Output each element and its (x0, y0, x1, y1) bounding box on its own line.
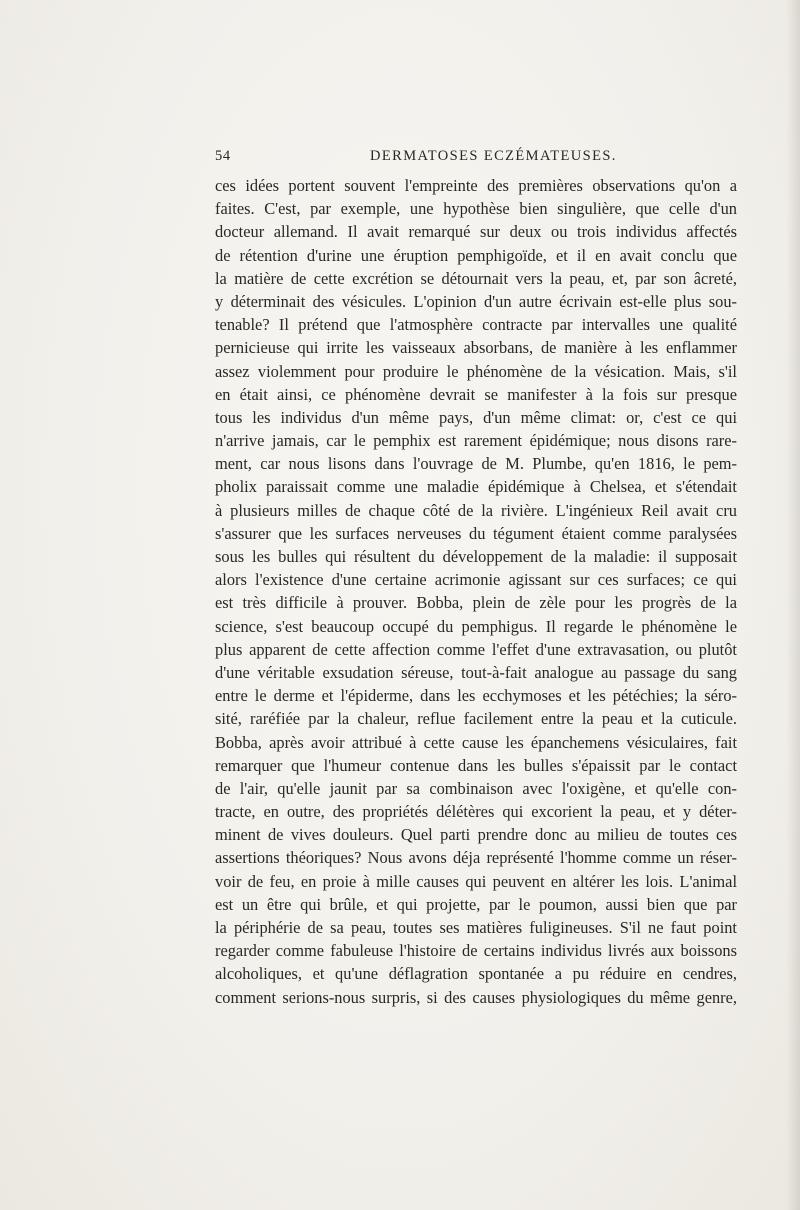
text-line: la matière de cette excrétion se détournait vers la peau, et, par son âcreté, (215, 268, 737, 288)
text-line: sité, raréfiée par la chaleur, reflue facilement entre la peau et la cuticule. (215, 709, 737, 729)
text-line: n'arrive jamais, car le pemphix est rarement épidémique; nous disons rare- (215, 431, 737, 451)
text-line: sous les bulles qui résultent du développement de la maladie: il supposait (215, 547, 737, 566)
text-line: est très difficile à prouver. Bobba, plein de zèle pour les progrès de la (215, 593, 737, 613)
text-line: ces idées portent souvent l'empreinte des premières observations qu'on a (215, 176, 737, 195)
text-line: de rétention d'urine une éruption pemphigoïde, et il en avait conclu que (215, 245, 737, 265)
text-line: plus apparent de cette affection comme l'effet d'une extravasation, ou plutôt (215, 639, 737, 659)
text-line: tenable? Il prétend que l'atmosphère contracte par intervalles une qualité (215, 315, 737, 335)
text-line: d'une véritable exsudation séreuse, tout-à-fait analogue au passage du sang (215, 662, 737, 682)
text-line: tracte, en outre, des propriétés délétères qui excorient la peau, et y déter- (215, 802, 737, 822)
text-line: s'assurer que les surfaces nerveuses du tégument étaient comme paralysées (215, 523, 737, 543)
text-line: est un être qui brûle, et qui projette, par le poumon, aussi bien que par (215, 894, 737, 914)
text-line: remarquer que l'humeur contenue dans les bulles s'épaissit par le contact (215, 755, 737, 775)
text-line: alcoholiques, et qu'une déflagration spontanée a pu réduire en cendres, (215, 964, 737, 984)
text-line: voir de feu, en proie à mille causes qui peuvent en altérer les lois. L'animal (215, 871, 737, 891)
body-paragraph (215, 174, 737, 1009)
text-line: faites. C'est, par exemple, une hypothèse bien singulière, que celle d'un (215, 199, 737, 219)
text-line: Bobba, après avoir attribué à cette cause les épanchemens vésiculaires, fait (215, 732, 737, 752)
text-line: docteur allemand. Il avait remarqué sur deux ou trois individus affectés (215, 222, 737, 242)
page-header (215, 148, 737, 168)
text-line: assez violemment pour produire le phénomène de la vésication. Mais, s'il (215, 361, 737, 381)
text-line: entre le derme et l'épiderme, dans les ecchymoses et les pétéchies; la séro- (215, 686, 737, 706)
text-line: comment serions-nous surpris, si des causes physiologiques du même genre, (215, 987, 737, 1007)
text-line: y déterminait des vésicules. L'opinion d'un autre écrivain est-elle plus sou- (215, 291, 737, 311)
text-line: alors l'existence d'une certaine acrimonie agissant sur ces surfaces; ce qui (215, 570, 737, 590)
page-edge-shadow (786, 0, 800, 1210)
running-title: DERMATOSES ECZÉMATEUSES. (370, 148, 617, 164)
text-line: minent de vives douleurs. Quel parti prendre donc au milieu de toutes ces (215, 825, 737, 845)
text-line: assertions théoriques? Nous avons déja représenté l'homme comme un réser- (215, 848, 737, 868)
text-line: la périphérie de sa peau, toutes ses matières fuligineuses. S'il ne faut point (215, 918, 737, 937)
text-line: en était ainsi, ce phénomène devrait se manifester à la fois sur presque (215, 384, 737, 404)
text-line: tous les individus d'un même pays, d'un même climat: or, c'est ce qui (215, 407, 737, 427)
text-line: regarder comme fabuleuse l'histoire de certains individus livrés aux boissons (215, 941, 737, 961)
text-line: pholix paraissait comme une maladie épidémique à Chelsea, et s'étendait (215, 477, 737, 497)
text-line: à plusieurs milles de chaque côté de la rivière. L'ingénieux Reil avait cru (215, 500, 737, 520)
text-line: science, s'est beaucoup occupé du pemphigus. Il regarde le phénomène le (215, 616, 737, 636)
page-number: 54 (215, 148, 231, 164)
text-line: ment, car nous lisons dans l'ouvrage de M. Plumbe, qu'en 1816, le pem- (215, 454, 737, 474)
text-line: pernicieuse qui irrite les vaisseaux absorbans, de manière à les enflammer (215, 338, 737, 358)
text-line: de l'air, qu'elle jaunit par sa combinaison avec l'oxigène, et qu'elle con- (215, 778, 737, 798)
